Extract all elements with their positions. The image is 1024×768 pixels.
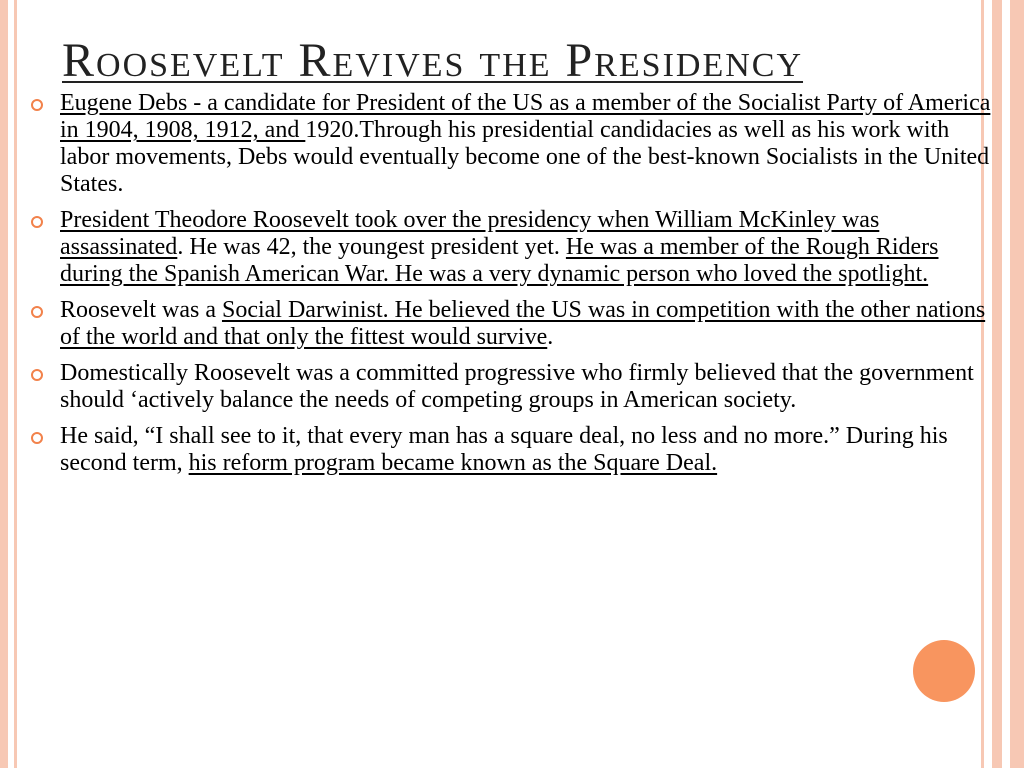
right-border-outer	[1010, 0, 1024, 768]
bullet-text: his reform program became known as the Square Deal.	[188, 450, 718, 476]
bullet-text: Roosevelt was a	[60, 297, 222, 323]
bullet-item	[30, 90, 996, 198]
bullet-text: He was a member of the Rough Riders during the Spanish American War. He was a very dynamic person who loved the spotlight.	[60, 234, 939, 287]
bullet-marker-icon	[31, 306, 43, 318]
bullet-marker-icon	[31, 99, 43, 111]
bullet-text: .	[547, 324, 554, 350]
bullet-list	[30, 90, 996, 486]
bullet-text: President Theodore Roosevelt took over the presidency when William McKinley was assassinated	[60, 207, 880, 260]
bullet-text: . He was 42, the youngest president yet.	[177, 234, 566, 260]
bullet-marker-icon	[31, 432, 43, 444]
bullet-text: He said, “I shall see to it, that every man has a square deal, no less and no more.” During his second term,	[60, 423, 948, 476]
bullet-item	[30, 297, 996, 351]
slide-title: Roosevelt Revives the Presidency	[62, 34, 804, 87]
decorative-circle	[913, 640, 975, 702]
bullet-item	[30, 360, 996, 414]
bullet-item	[30, 207, 996, 288]
bullet-text: Eugene Debs - a candidate for President of the US as a member of the Socialist Party of America in 1904, 1908, 1912, and	[60, 90, 991, 143]
bullet-text: 1920.Through his presidential candidacies as well as his work with labor movements, Debs would eventually become one of the best-known Socialists in the United States.	[60, 117, 990, 197]
left-border-inner	[14, 0, 17, 768]
bullet-text: Domestically Roosevelt was a committed progressive who firmly believed that the government should ‘actively balance the needs of competing groups in American society.	[60, 360, 974, 413]
bullet-marker-icon	[31, 216, 43, 228]
left-border-outer	[0, 0, 8, 768]
bullet-marker-icon	[31, 369, 43, 381]
bullet-text: Social Darwinist. He believed the US was in competition with the other nations of the world and that only the fittest would survive	[60, 297, 986, 350]
bullet-item	[30, 423, 996, 477]
